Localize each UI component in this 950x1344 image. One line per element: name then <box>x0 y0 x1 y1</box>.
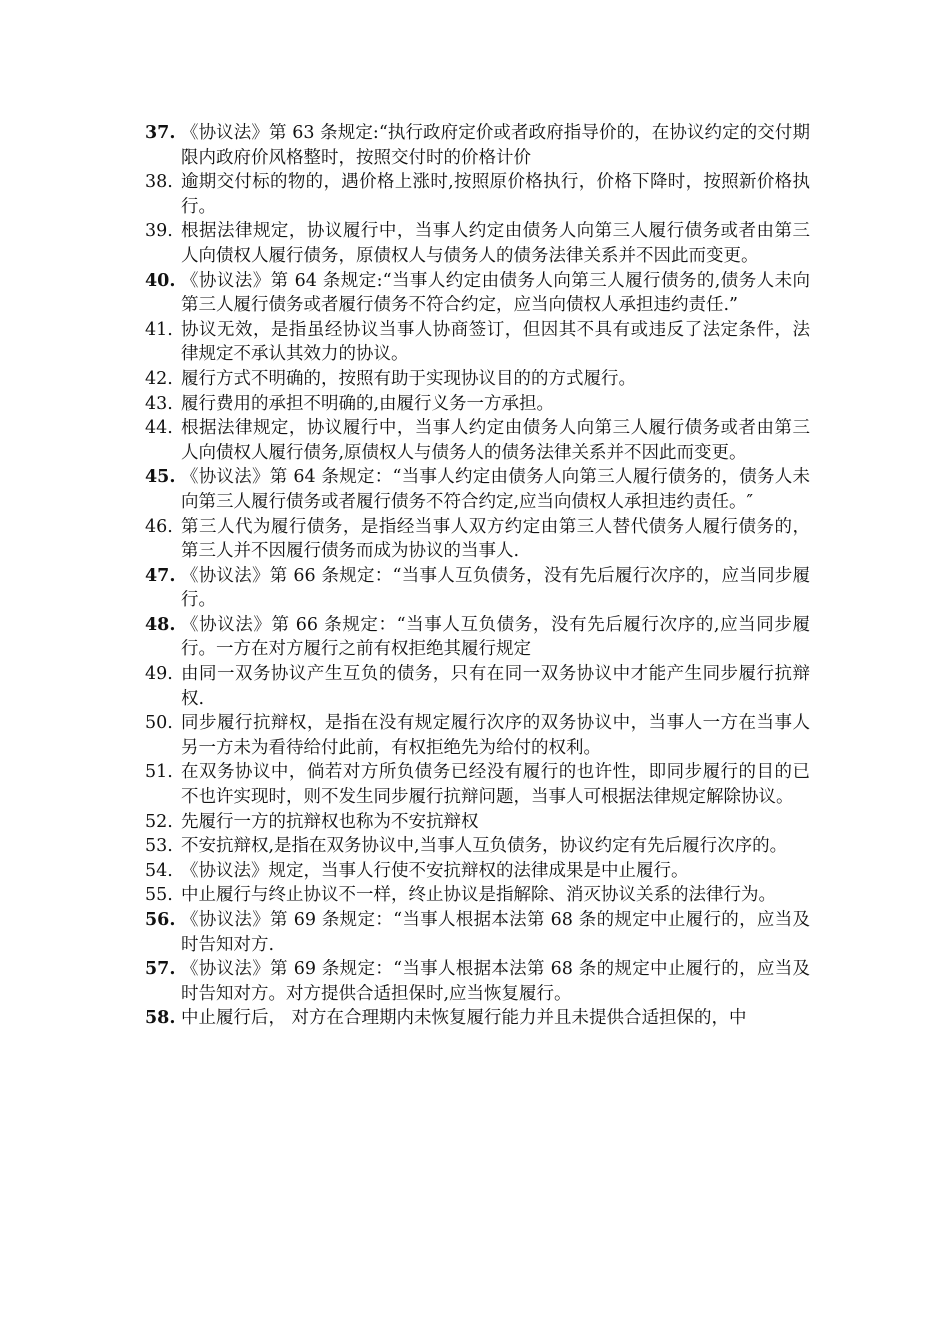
item-number: 51. <box>145 762 173 783</box>
item-text: 《协议法》第 66 条规定：“当事人互负债务，没有先后履行次序的,应当同步履行。一方在对方履行之前有权拒绝其履行规定 <box>181 614 810 660</box>
item-text: 同步履行抗辩权，是指在没有规定履行次序的双务协议中，当事人一方在当事人另一方未为看待给付此前，有权拒绝先为给付的权利。 <box>181 713 810 758</box>
item-text: 《协议法》第 66 条规定：“当事人互负债务，没有先后履行次序的，应当同步履行。 <box>181 565 810 611</box>
list-item <box>145 662 810 711</box>
item-text: 根据法律规定，协议履行中，当事人约定由债务人向第三人履行债务或者由第三人向债权人履行债务,原债权人与债务人的债务法律关系并不因此而变更。 <box>181 418 810 463</box>
list-item <box>145 760 810 809</box>
item-text: 由同一双务协议产生互负的债务，只有在同一双务协议中才能产生同步履行抗辩权. <box>181 664 810 709</box>
item-number: 56. <box>145 910 176 930</box>
item-number: 48. <box>145 614 176 635</box>
list-item <box>145 810 810 835</box>
item-text: 履行方式不明确的，按照有助于实现协议目的的方式履行。 <box>181 368 636 389</box>
list-item <box>145 564 810 613</box>
list-item <box>145 465 810 514</box>
item-text: 第三人代为履行债务，是指经当事人双方约定由第三人替代债务人履行债务的，第三人并不因履行债务而成为协议的当事人. <box>181 516 810 562</box>
item-number: 40. <box>145 270 176 291</box>
list-item <box>145 613 810 662</box>
item-text: 逾期交付标的物的，遇价格上涨时,按照原价格执行，价格下降时，按照新价格执行。 <box>181 172 810 217</box>
item-number: 55. <box>145 885 173 906</box>
item-number: 58. <box>145 1008 176 1029</box>
item-number: 37. <box>145 123 176 143</box>
list-item <box>145 1006 810 1031</box>
item-text: 协议无效，是指虽经协议当事人协商签订，但因其不具有或违反了法定条件，法律规定不承认其效力的协议。 <box>181 319 810 365</box>
item-text: 不安抗辩权,是指在双务协议中,当事人互负债务，协议约定有先后履行次序的。 <box>181 836 788 857</box>
item-text: 中止履行与终止协议不一样，终止协议是指解除、消灭协议关系的法律行为。 <box>181 885 776 906</box>
list-item <box>145 883 810 908</box>
item-number: 41. <box>145 319 173 340</box>
item-number: 46. <box>145 516 173 537</box>
item-number: 44. <box>145 418 173 439</box>
list-item <box>145 957 810 1006</box>
item-number: 43. <box>145 393 173 414</box>
list-item <box>145 711 810 760</box>
list-item <box>145 318 810 367</box>
item-text: 履行费用的承担不明确的,由履行义务一方承担。 <box>181 393 555 414</box>
item-number: 57. <box>145 959 176 980</box>
list-item <box>145 367 810 392</box>
list-item <box>145 269 810 318</box>
list-item <box>145 416 810 465</box>
list-item <box>145 121 810 170</box>
item-text: 《协议法》规定，当事人行使不安抗辩权的法律成果是中止履行。 <box>181 860 689 881</box>
list-item <box>145 859 810 884</box>
document-page <box>145 121 810 1031</box>
item-number: 50. <box>145 713 173 734</box>
list-item <box>145 834 810 859</box>
item-text: 《协议法》第 64 条规定：“当事人约定由债务人向第三人履行债务的，债务人未向第三人履行债务或者履行债务不符合约定,应当向债权人承担违约责任。″ <box>181 467 810 512</box>
item-number: 49. <box>145 664 173 685</box>
item-number: 38. <box>145 172 173 193</box>
item-text: 《协议法》第 64 条规定:“当事人约定由债务人向第三人履行债务的,债务人未向第三人履行债务或者履行债务不符合约定，应当向债权人承担违约责任.” <box>181 270 810 316</box>
list-item <box>145 392 810 417</box>
item-text: 先履行一方的抗辩权也称为不安抗辩权 <box>181 811 479 832</box>
item-number: 42. <box>145 368 173 389</box>
list-item <box>145 515 810 564</box>
list-item <box>145 219 810 268</box>
item-text: 根据法律规定，协议履行中，当事人约定由债务人向第三人履行债务或者由第三人向债权人履行债务，原债权人与债务人的债务法律关系并不因此而变更。 <box>181 221 810 266</box>
item-number: 54. <box>145 860 173 881</box>
item-text: 中止履行后， 对方在合理期内未恢复履行能力并且未提供合适担保的，中 <box>181 1008 747 1029</box>
item-text: 《协议法》第 63 条规定:“执行政府定价或者政府指导价的，在协议约定的交付期限内政府价风格整时，按照交付时的价格计价 <box>181 123 810 168</box>
list-item <box>145 908 810 957</box>
item-number: 53. <box>145 836 173 857</box>
list-item <box>145 170 810 219</box>
item-number: 39. <box>145 221 173 242</box>
item-text: 《协议法》第 69 条规定：“当事人根据本法第 68 条的规定中止履行的，应当及时告知对方。对方提供合适担保时,应当恢复履行。 <box>181 959 810 1004</box>
item-number: 52. <box>145 811 173 832</box>
item-number: 45. <box>145 467 176 488</box>
item-number: 47. <box>145 565 176 586</box>
item-text: 《协议法》第 69 条规定：“当事人根据本法第 68 条的规定中止履行的，应当及时告知对方. <box>181 910 810 955</box>
item-text: 在双务协议中，倘若对方所负债务已经没有履行的也许性，即同步履行的目的已不也许实现时，则不发生同步履行抗辩问题，当事人可根据法律规定解除协议。 <box>181 762 810 808</box>
